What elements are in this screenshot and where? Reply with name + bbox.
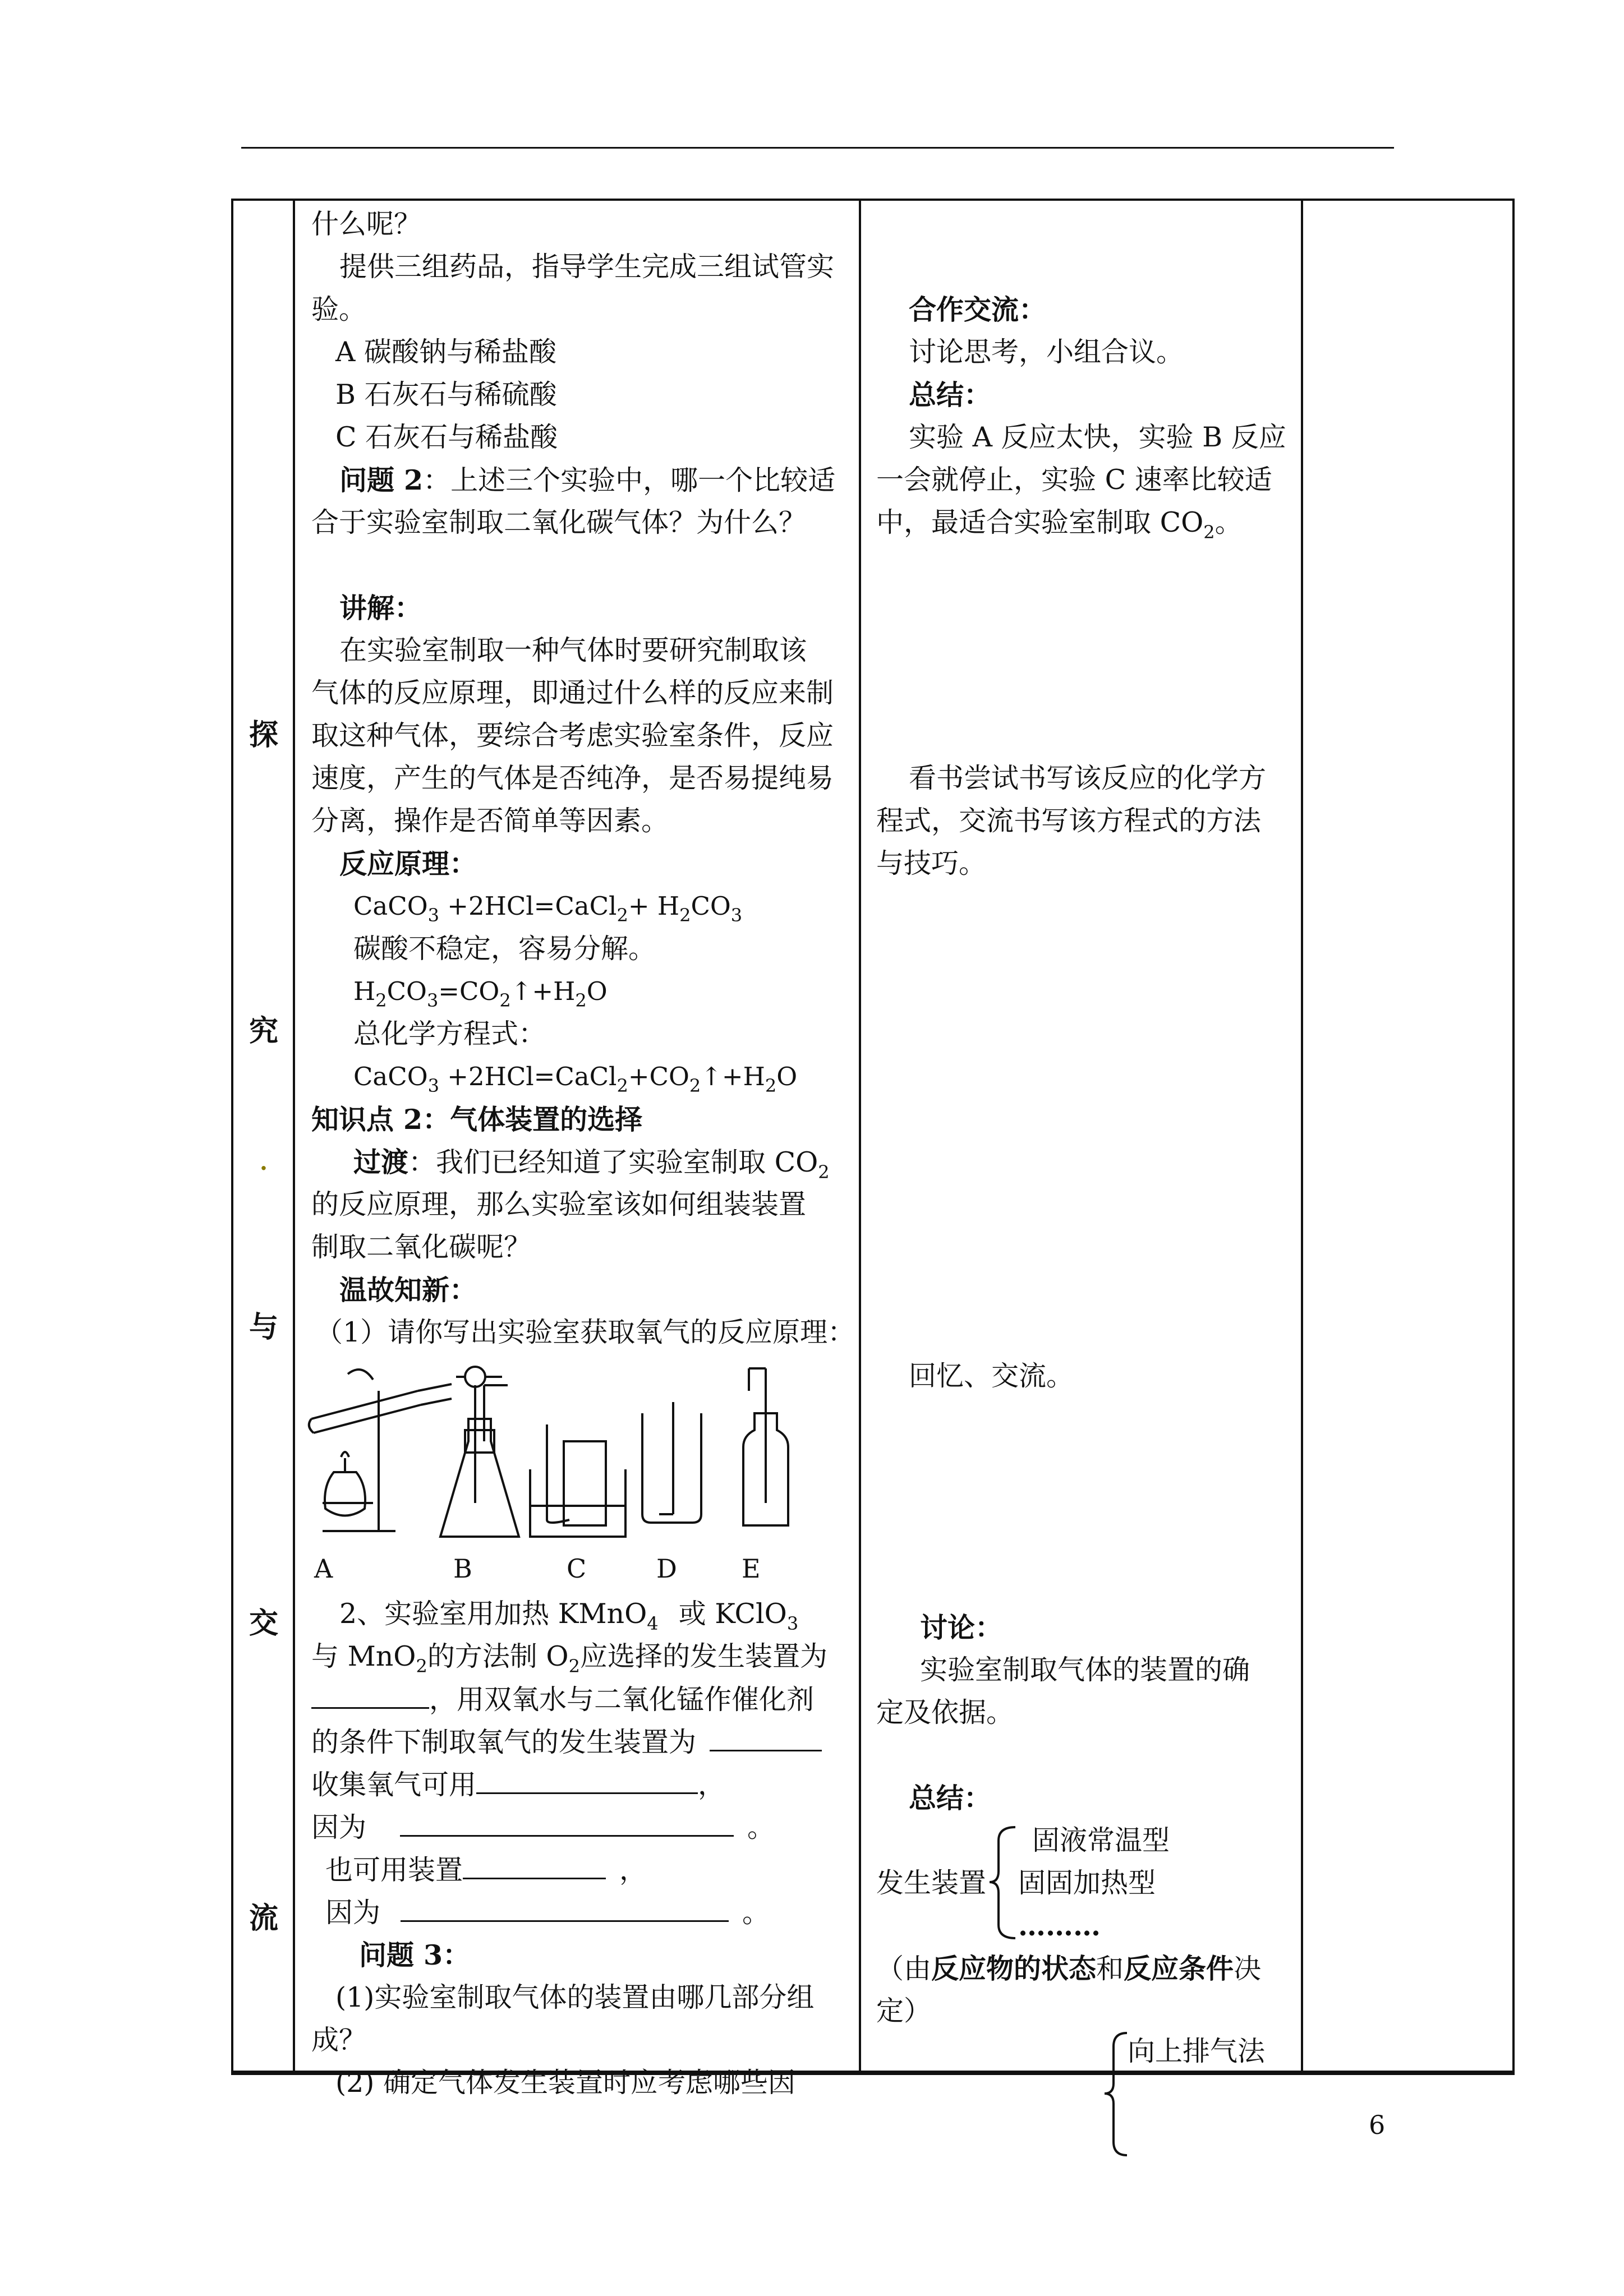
- summary-heading: 总结：: [909, 379, 992, 411]
- answer-blank[interactable]: [311, 1678, 429, 1709]
- generator-type: 固固加热型: [1018, 1867, 1156, 1899]
- decision-basis-line: 定）: [876, 1995, 932, 2027]
- question-2-line-a: 2、实验室用加热 KMnO$_4$ 或 KClO$_3$: [339, 1598, 799, 1634]
- apparatus-d-collection-bottle: [642, 1402, 701, 1523]
- cooperation-heading: 合作交流：: [909, 293, 1047, 326]
- apparatus-label-b: B: [453, 1553, 472, 1584]
- answer-blank[interactable]: [463, 1848, 606, 1879]
- reading-task-line: 看书尝试书写该反应的化学方: [909, 762, 1267, 794]
- apparatus-label-d: D: [656, 1553, 677, 1584]
- answer-blank[interactable]: [710, 1721, 822, 1751]
- stage-char-1: 探: [249, 718, 278, 752]
- apparatus-b-flask-setup: [440, 1367, 519, 1537]
- question-3-line: 成？: [311, 2024, 367, 2056]
- cooperation-text: 讨论思考，小组合议。: [909, 336, 1184, 368]
- left-text: 验。: [311, 293, 367, 325]
- left-text: 提供三组药品，指导学生完成三组试管实: [339, 251, 835, 283]
- discussion-heading: 讨论：: [920, 1611, 1003, 1644]
- question-2-line-c: ，用双氧水与二氧化锰作催化剂: [311, 1678, 814, 1721]
- reading-task-line: 与技巧。: [876, 847, 987, 879]
- equation-2: $H_2CO_3=CO_2↑+H_2O$: [353, 976, 608, 1011]
- apparatus-label-c: C: [567, 1553, 587, 1584]
- stage-char-5: 流: [249, 1901, 278, 1935]
- page-number: 6: [1369, 2110, 1386, 2140]
- explanation-heading: 讲解：: [339, 592, 422, 624]
- question-2-line-b: 与 MnO$_2$的方法制 $O_2$应选择的发生装置为: [311, 1640, 827, 1677]
- review-question-1: （1）请你写出实验室获取氧气的反应原理：: [315, 1316, 855, 1348]
- apparatus-c-water-trough: [530, 1424, 625, 1537]
- explanation-line: 分离，操作是否简单等因素。: [311, 805, 669, 837]
- reaction-principle-heading: 反应原理：: [339, 847, 477, 880]
- option-a: A 碳酸钠与稀盐酸: [335, 336, 556, 368]
- equation-1: CaCO$_3$ +2HCl=CaCl$_2$+ $H_2CO_3$: [353, 891, 743, 926]
- collection-method: 向上排气法: [1128, 2035, 1266, 2067]
- answer-blank[interactable]: [400, 1806, 734, 1837]
- decision-basis-line: （由反应物的状态和反应条件决: [876, 1952, 1262, 1985]
- option-b: B 石灰石与稀硫酸: [335, 379, 557, 411]
- question-2-line-1: 问题 2：上述三个实验中，哪一个比较适: [339, 464, 836, 496]
- question-3-line: (1)实验室制取气体的装置由哪几部分组: [335, 1981, 815, 2013]
- summary-2-heading: 总结：: [909, 1782, 992, 1814]
- review-heading: 温故知新：: [339, 1274, 477, 1306]
- summary-line: 中，最适合实验室制取 $CO_2$。: [876, 506, 1243, 543]
- column-divider-3: [1301, 199, 1303, 2075]
- total-equation-label: 总化学方程式：: [353, 1018, 546, 1050]
- summary-line: 实验 A 反应太快，实验 B 反应: [909, 421, 1286, 453]
- column-divider-1: [293, 199, 295, 2075]
- column-divider-2: [859, 199, 861, 2075]
- stage-char-3: 与: [249, 1310, 278, 1344]
- answer-blank[interactable]: [401, 1891, 729, 1922]
- discussion-line: 实验室制取气体的装置的确: [920, 1654, 1250, 1686]
- knowledge-point-2-heading: 知识点 2：气体装置的选择: [311, 1103, 643, 1136]
- explanation-line: 气体的反应原理，即通过什么样的反应来制: [311, 677, 834, 709]
- reading-task-line: 程式，交流书写该方程式的方法: [876, 805, 1262, 837]
- question-3-heading: 问题 3：: [359, 1939, 471, 1971]
- recall-text: 回忆、交流。: [909, 1360, 1074, 1392]
- explanation-line: 速度，产生的气体是否纯净，是否易提纯易: [311, 762, 834, 794]
- option-c: C 石灰石与稀盐酸: [335, 421, 558, 453]
- summary-line: 一会就停止，实验 C 速率比较适: [876, 464, 1272, 496]
- header-rule: [241, 147, 1394, 149]
- stage-char-4: 交: [249, 1606, 278, 1640]
- collection-brace: [1102, 2027, 1130, 2162]
- question-2-line-e: 收集氧气可用 ，: [311, 1763, 725, 1806]
- question-2-label: 问题 2: [339, 464, 424, 496]
- transition-line-2: 的反应原理，那么实验室该如何组装装置: [311, 1188, 807, 1220]
- discussion-line: 定及依据。: [876, 1696, 1014, 1728]
- transition-line-1: 过渡：我们已经知道了实验室制取 $CO_2$: [353, 1146, 830, 1183]
- question-3-line: (2) 确定气体发生装置时应考虑哪些因: [335, 2067, 795, 2099]
- generator-type-more: ………: [1018, 1910, 1101, 1942]
- explanation-line: 在实验室制取一种气体时要研究制取该: [339, 634, 807, 666]
- question-2-line-g: 也可用装置 ，: [325, 1848, 647, 1892]
- generator-type: 固液常温型: [1032, 1824, 1170, 1856]
- generator-brace: [987, 1824, 1021, 1942]
- question-2-line-d: 的条件下制取氧气的发生装置为: [311, 1721, 822, 1764]
- equation-3: CaCO$_3$ $+2HCl=CaCl_2+CO_2↑+H_2O$: [353, 1062, 798, 1096]
- question-2-line-2: 合于实验室制取二氧化碳气体？为什么？: [311, 506, 807, 538]
- carbonic-acid-note: 碳酸不稳定，容易分解。: [353, 933, 656, 965]
- left-text: 什么呢？: [311, 208, 422, 240]
- explanation-line: 取这种气体，要综合考虑实验室条件，反应: [311, 720, 834, 751]
- apparatus-a-heating-setup: [309, 1370, 452, 1531]
- question-2-line-f: 因为 。: [311, 1806, 775, 1849]
- lab-apparatus-illustration: [306, 1357, 855, 1542]
- apparatus-label-a: A: [314, 1553, 333, 1584]
- apparatus-e-collection-bottle: [743, 1368, 788, 1525]
- answer-blank[interactable]: [476, 1763, 698, 1794]
- question-2-line-h: 因为 。: [325, 1891, 770, 1934]
- stage-char-2: 究: [249, 1014, 278, 1048]
- apparatus-label-e: E: [742, 1553, 761, 1584]
- stage-dot: ·: [260, 1155, 268, 1182]
- transition-line-3: 制取二氧化碳呢？: [311, 1231, 532, 1263]
- generator-label: 发生装置: [876, 1867, 987, 1899]
